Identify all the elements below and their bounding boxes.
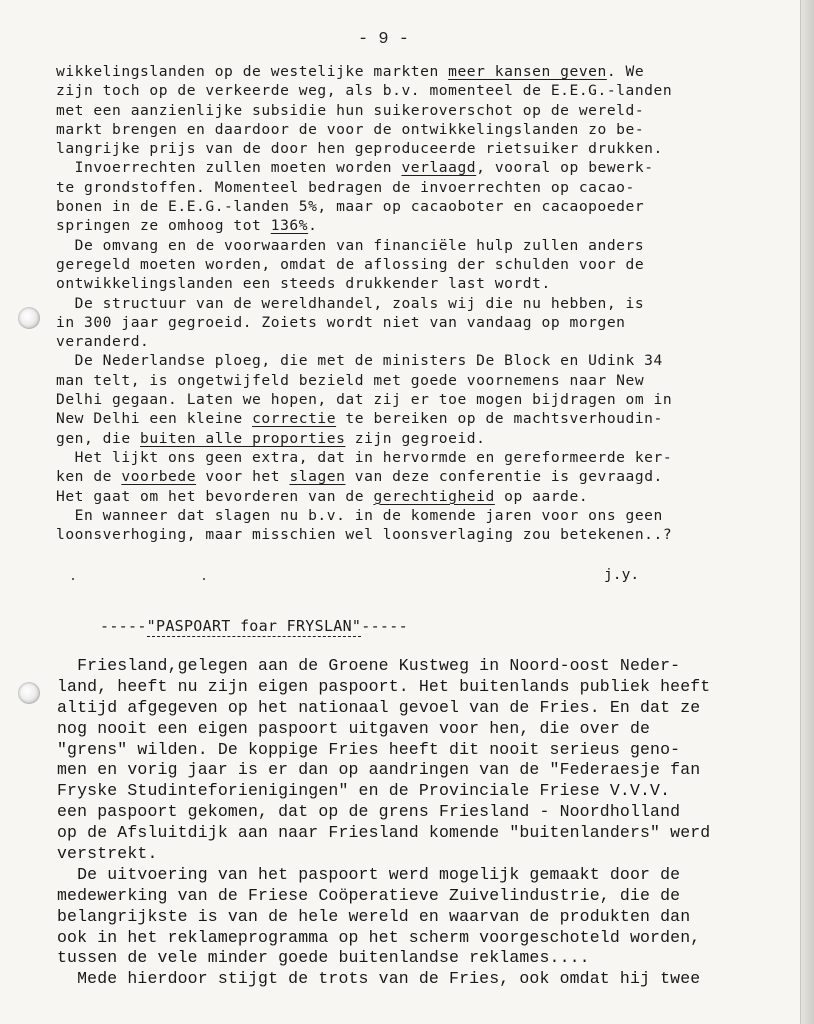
section-title (100, 617, 408, 635)
title-dashes-right: ----- (361, 617, 408, 635)
text-line: men en vorig jaar is er dan op aandringen van de "Federaesje fan (57, 760, 701, 780)
text-segment: Het lijkt ons geen extra, dat in hervormde en gereformeerde ker- (56, 448, 673, 466)
text-line (56, 351, 776, 370)
article-text-continued (56, 62, 776, 544)
text-segment: wikkelingslanden op de westelijke markten (56, 63, 449, 80)
text-line: ook in het reklameprogramma op het scherm voorgeschoteld worden, (57, 927, 701, 947)
ink-speck (203, 578, 205, 580)
text-line (56, 62, 776, 81)
text-segment: geregeld moeten worden, omdat de aflossing der schulden voor de (56, 255, 645, 273)
text-line (56, 197, 776, 216)
text-line: medewerking van de Friese Coöperatieve Zuivelindustrie, die de (57, 885, 681, 905)
text-line (56, 101, 776, 120)
ink-speck (72, 578, 74, 580)
page-edge (801, 0, 814, 1024)
title-dashes-left: ----- (100, 617, 147, 635)
text-segment: loonsverhoging, maar misschien wel loonsverlaging zou betekenen..? (56, 526, 673, 544)
text-segment: zijn gegroeid. (345, 429, 486, 447)
text-line (56, 139, 776, 158)
text-segment: in 300 jaar gegroeid. Zoiets wordt niet van vandaag op morgen (56, 313, 626, 331)
text-line (56, 448, 776, 467)
article-text-paspoart (57, 656, 787, 990)
underlined-phrase: 136% (270, 217, 309, 235)
text-segment: markt brengen en daardoor de voor de ontwikkelingslanden zo be- (56, 120, 645, 138)
underlined-phrase: slagen (289, 468, 346, 486)
text-line: Friesland,gelegen aan de Groene Kustweg in Noord-oost Neder- (57, 656, 681, 675)
text-line: "grens" wilden. De koppige Fries heeft dit nooit serieus geno- (57, 739, 681, 759)
text-segment: op aarde. (494, 487, 589, 505)
underlined-phrase: verlaagd (401, 159, 477, 177)
text-segment: zijn toch op de verkeerde weg, als b.v. momenteel de E.E.G.-landen (56, 82, 673, 100)
text-segment: . We (606, 63, 645, 80)
text-line (56, 487, 776, 506)
text-segment: , vooral op bewerk- (476, 159, 654, 177)
text-line (56, 294, 776, 313)
text-segment: springen ze omhoog tot (56, 217, 271, 235)
text-segment: gen, die (56, 429, 141, 447)
text-segment: Invoerrechten zullen moeten worden (56, 159, 402, 177)
underlined-phrase: meer kansen geven (448, 63, 607, 80)
text-segment: De Nederlandse ploeg, die met de ministers De Block en Udink 34 (56, 352, 663, 370)
underlined-phrase: gerechtigheid (373, 487, 495, 505)
text-segment: Het gaat om het bevorderen van de (56, 487, 374, 505)
text-line (56, 81, 776, 100)
text-line (56, 274, 776, 293)
text-line: altijd afgegeven op het nationaal gevoel van de Fries. En dat ze (57, 697, 701, 717)
text-line: Fryske Studinteforienigingen" en de Provinciale Friese V.V.V. (57, 781, 671, 801)
text-line (56, 332, 776, 351)
text-segment: Delhi gegaan. Laten we hopen, dat zij er toe mogen bijdragen om in (56, 391, 673, 409)
page-number: - 9 - (358, 30, 410, 49)
text-line (56, 216, 776, 235)
text-line (56, 429, 776, 448)
text-line: belangrijkste is van de hele wereld en waarvan de produkten dan (57, 906, 691, 926)
text-line: op de Afsluitdijk aan naar Friesland komende "buitenlanders" werd (57, 823, 711, 843)
text-line: land, heeft nu zijn eigen paspoort. Het buitenlands publiek heeft (57, 676, 711, 696)
underlined-phrase: voorbede (121, 468, 197, 486)
text-line (56, 120, 776, 139)
author-initials: j.y. (604, 566, 640, 583)
text-line: verstrekt. (57, 844, 158, 864)
text-line (56, 409, 776, 428)
text-line (56, 255, 776, 274)
text-segment: . (308, 217, 318, 235)
text-segment: En wanneer dat slagen nu b.v. in de komende jaren voor ons geen (56, 506, 663, 524)
text-line: tussen de vele minder goede buitenlandse reklames.... (57, 948, 590, 968)
text-segment: ontwikkelingslanden een steeds drukkender last wordt. (56, 275, 551, 293)
text-line: De uitvoering van het paspoort werd mogelijk gemaakt door de (57, 864, 681, 884)
text-segment: bonen in de E.E.G.-landen 5%, maar op cacaoboter en cacaopoeder (56, 198, 645, 216)
text-segment: man telt, is ongetwijfeld bezield met goede voornemens naar New (56, 371, 645, 389)
underlined-phrase: buiten alle proporties (140, 429, 346, 447)
underlined-phrase: correctie (252, 410, 337, 428)
text-line (56, 506, 776, 525)
text-segment: te bereiken op de machtsverhoudin- (336, 410, 663, 428)
text-line (56, 313, 776, 332)
section-title-text: "PASPOART foar FRYSLAN" (146, 617, 362, 635)
text-line: een paspoort gekomen, dat op de grens Friesland - Noordholland (57, 802, 681, 822)
text-line: nog nooit een eigen paspoort uitgaven voor hen, die over de (57, 718, 651, 738)
punch-hole (18, 682, 40, 704)
text-line (56, 158, 776, 177)
text-segment: langrijke prijs van de door hen geproduceerde rietsuiker drukken. (56, 140, 663, 158)
text-segment: van deze conferentie is gevraagd. (345, 468, 663, 486)
text-line (56, 525, 776, 544)
text-line (56, 390, 776, 409)
text-line: Mede hierdoor stijgt de trots van de Fries, ook omdat hij twee (57, 969, 701, 989)
text-line (56, 467, 776, 486)
text-segment: De omvang en de voorwaarden van financiële hulp zullen anders (56, 236, 645, 254)
text-segment: voor het (196, 468, 290, 486)
text-segment: met een aanzienlijke subsidie hun suikeroverschot op de wereld- (56, 101, 645, 119)
punch-hole (18, 307, 40, 329)
text-segment: ken de (56, 468, 122, 486)
text-line (56, 236, 776, 255)
text-line (56, 178, 776, 197)
text-segment: New Delhi een kleine (56, 410, 253, 428)
text-segment: veranderd. (56, 333, 150, 351)
text-segment: De structuur van de wereldhandel, zoals wij die nu hebben, is (56, 294, 645, 312)
text-line (56, 371, 776, 390)
text-segment: te grondstoffen. Momenteel bedragen de invoerrechten op cacao- (56, 178, 635, 196)
